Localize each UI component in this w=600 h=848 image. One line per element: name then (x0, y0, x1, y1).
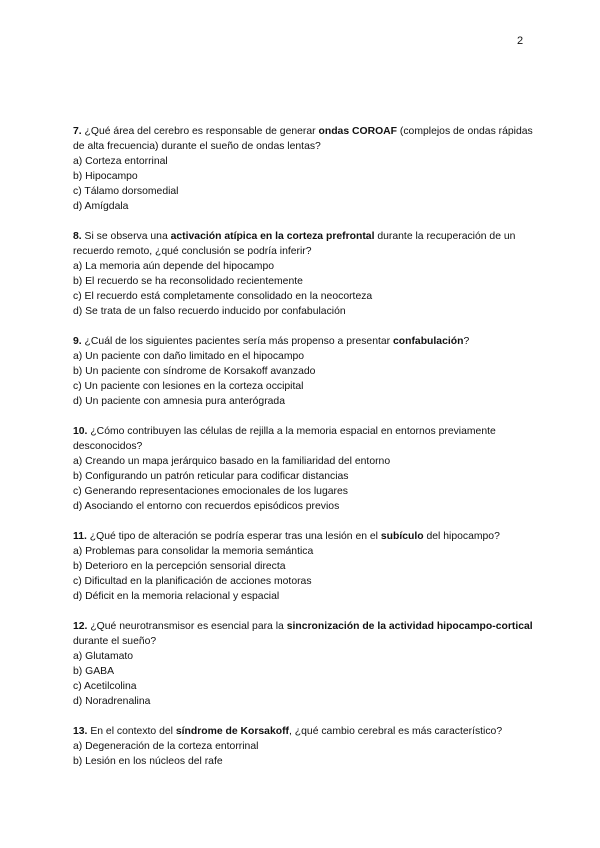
question-text-part: durante la recuperación de un recuerdo remoto, ¿qué conclusión se podría inferir? (73, 231, 516, 257)
question-text-part: ¿Cómo contribuyen las células de rejilla a la memoria espacial en entornos previamente desconocidos? (73, 426, 496, 452)
answer-options (73, 154, 533, 214)
question-block (73, 424, 533, 514)
answer-option: d) Amígdala (73, 201, 129, 212)
question-block (73, 124, 533, 214)
question-text-part: durante el sueño? (73, 636, 157, 647)
answer-options (73, 649, 533, 709)
answer-options (73, 259, 533, 319)
answer-options (73, 349, 533, 409)
question-key-term: ondas COROAF (318, 126, 398, 137)
question-number: 13. (73, 726, 88, 737)
answer-option: b) Deterioro en la percepción sensorial directa (73, 561, 286, 572)
question-text-part: ¿Qué tipo de alteración se podría esperar tras una lesión en el (86, 531, 381, 542)
answer-option: d) Déficit en la memoria relacional y espacial (73, 591, 280, 602)
question-text-part: (complejos de ondas rápidas de alta frecuencia) durante el sueño de ondas lentas? (73, 126, 533, 152)
answer-option: b) El recuerdo se ha reconsolidado recientemente (73, 276, 303, 287)
answer-option: c) Tálamo dorsomedial (73, 186, 179, 197)
answer-option: b) Hipocampo (73, 171, 138, 182)
answer-option: d) Noradrenalina (73, 696, 151, 707)
answer-option: a) Corteza entorrinal (73, 156, 168, 167)
question-key-term: síndrome de Korsakoff (175, 726, 290, 737)
answer-option: b) Lesión en los núcleos del rafe (73, 756, 223, 767)
answer-option: c) Un paciente con lesiones en la corteza occipital (73, 381, 304, 392)
question-text-part: , ¿qué cambio cerebral es más característico? (289, 726, 503, 737)
question-block (73, 334, 533, 409)
question-text (73, 229, 533, 259)
answer-option: a) Creando un mapa jerárquico basado en la familiaridad del entorno (73, 456, 391, 467)
answer-option: c) Generando representaciones emocionales de los lugares (73, 486, 348, 497)
question-key-term: activación atípica en la corteza prefrontal (170, 231, 375, 242)
question-text (73, 529, 533, 544)
answer-options (73, 454, 533, 514)
question-text (73, 334, 533, 349)
answer-options (73, 544, 533, 604)
answer-option: a) Glutamato (73, 651, 134, 662)
answer-option: a) Un paciente con daño limitado en el hipocampo (73, 351, 305, 362)
answer-options (73, 739, 533, 769)
question-text-part: del hipocampo? (423, 531, 500, 542)
question-list (73, 124, 533, 784)
question-number: 11. (73, 531, 87, 542)
question-block (73, 529, 533, 604)
answer-option: c) Dificultad en la planificación de acciones motoras (73, 576, 312, 587)
question-block (73, 619, 533, 709)
question-text (73, 124, 533, 154)
question-block (73, 229, 533, 319)
question-text (73, 619, 533, 649)
question-text-part: ¿Qué neurotransmisor es esencial para la (87, 621, 287, 632)
answer-option: d) Un paciente con amnesia pura anterógrada (73, 396, 285, 407)
question-number: 9. (73, 336, 82, 347)
page-number: 2 (517, 35, 524, 47)
answer-option: a) Degeneración de la corteza entorrinal (73, 741, 259, 752)
answer-option: a) Problemas para consolidar la memoria semántica (73, 546, 314, 557)
question-text-part: ¿Qué área del cerebro es responsable de generar (81, 126, 319, 137)
question-number: 12. (73, 621, 88, 632)
question-text (73, 424, 533, 454)
answer-option: b) Configurando un patrón reticular para codificar distancias (73, 471, 349, 482)
question-key-term: sincronización de la actividad hipocampo-cortical (286, 621, 533, 632)
question-number: 10. (73, 426, 88, 437)
question-text-part: En el contexto del (87, 726, 176, 737)
question-text-part: ? (463, 336, 470, 347)
answer-option: d) Asociando el entorno con recuerdos episódicos previos (73, 501, 340, 512)
question-text (73, 724, 533, 739)
question-block (73, 724, 533, 769)
answer-option: b) Un paciente con síndrome de Korsakoff avanzado (73, 366, 316, 377)
question-text-part: ¿Cuál de los siguientes pacientes sería más propenso a presentar (81, 336, 393, 347)
question-number: 8. (73, 231, 82, 242)
question-number: 7. (73, 126, 82, 137)
answer-option: d) Se trata de un falso recuerdo inducido por confabulación (73, 306, 346, 317)
answer-option: c) Acetilcolina (73, 681, 137, 692)
question-text-part: Si se observa una (81, 231, 171, 242)
answer-option: c) El recuerdo está completamente consolidado en la neocorteza (73, 291, 373, 302)
question-key-term: confabulación (393, 336, 464, 347)
question-key-term: subículo (380, 531, 424, 542)
answer-option: b) GABA (73, 666, 114, 677)
answer-option: a) La memoria aún depende del hipocampo (73, 261, 275, 272)
